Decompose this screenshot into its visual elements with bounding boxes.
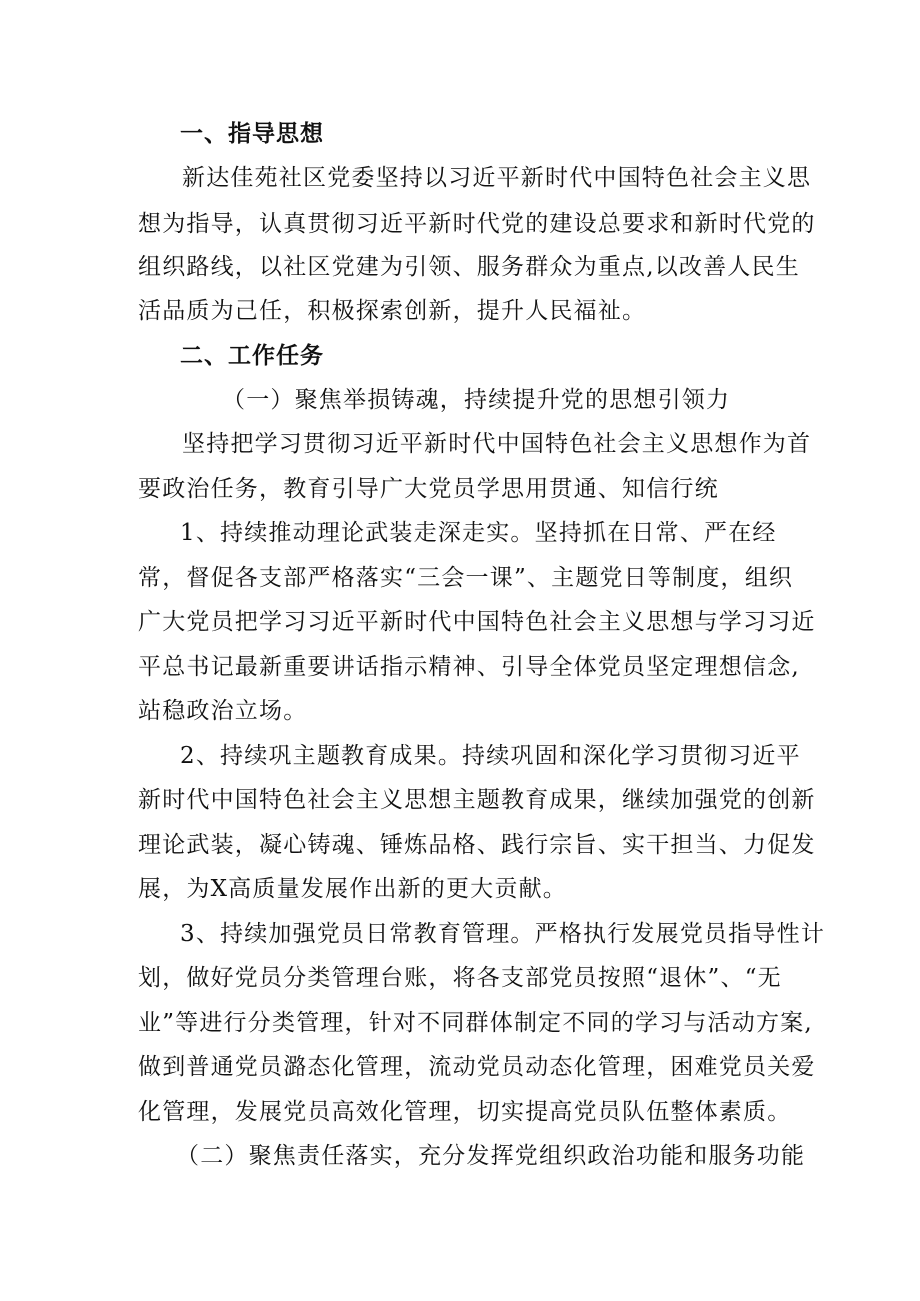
paragraph-line: 新达佳苑社区党委坚持以习近平新时代中国特色社会主义思 (182, 165, 812, 191)
section-heading-guiding-thought: 一、指导思想 (180, 121, 324, 147)
paragraph-line: 展，为X高质量发展作出新的更大贡献。 (138, 876, 567, 902)
paragraph-line: 化管理，发展党员高效化管理，切实提高党员队伍整体素质。 (138, 1099, 792, 1125)
section-heading-work-tasks: 二、工作任务 (180, 343, 324, 369)
paragraph-line: 想为指导，认真贯彻习近平新时代党的建设总要求和新时代党的 (138, 211, 816, 237)
paragraph-line: 划，做好党员分类管理台账，将各支部党员按照“退休”、“无 (138, 965, 782, 991)
paragraph-line: 站稳政治立场。 (138, 698, 308, 724)
paragraph-line: 3、持续加强党员日常教育管理。严格执行发展党员指导性计 (180, 921, 826, 947)
paragraph-line: 广大党员把学习习近平新时代中国特色社会主义思想与学习习近 (138, 609, 816, 635)
paragraph-line: 新时代中国特色社会主义思想主题教育成果，继续加强党的创新 (138, 787, 816, 813)
paragraph-line: 业”等进行分类管理，针对不同群体制定不同的学习与活动方案, (138, 1010, 813, 1036)
paragraph-line: 常，督促各支部严格落实“三会一课”、主题党日等制度，组织 (138, 565, 794, 591)
paragraph-line: 要政治任务，教育引导广大党员学思用贯通、知信行统 (138, 476, 719, 502)
paragraph-line: 1、持续推动理论武装走深走实。坚持抓在日常、严在经 (180, 520, 777, 546)
paragraph-line: 理论武装，凝心铸魂、锤炼品格、践行宗旨、实干担当、力促发 (138, 832, 816, 858)
paragraph-line: 坚持把学习贯彻习近平新时代中国特色社会主义思想作为首 (182, 431, 812, 457)
subsection-heading-2: （二）聚焦责任落实，充分发挥党组织政治功能和服务功能 (176, 1143, 806, 1169)
paragraph-line: 活品质为己任，积极探索创新，提升人民福祉。 (138, 298, 647, 324)
paragraph-line: 组织路线，以社区党建为引领、服务群众为重点,以改善人民生 (138, 254, 800, 280)
paragraph-line: 做到普通党员潞态化管理，流动党员动态化管理，困难党员关爱 (138, 1054, 816, 1080)
paragraph-line: 平总书记最新重要讲话指示精神、引导全体党员坚定理想信念, (138, 654, 800, 680)
subsection-heading-1: （一）聚焦举损铸魂，持续提升党的思想引领力 (222, 387, 731, 413)
paragraph-line: 2、持续巩主题教育成果。持续巩固和深化学习贯彻习近平 (180, 743, 801, 769)
